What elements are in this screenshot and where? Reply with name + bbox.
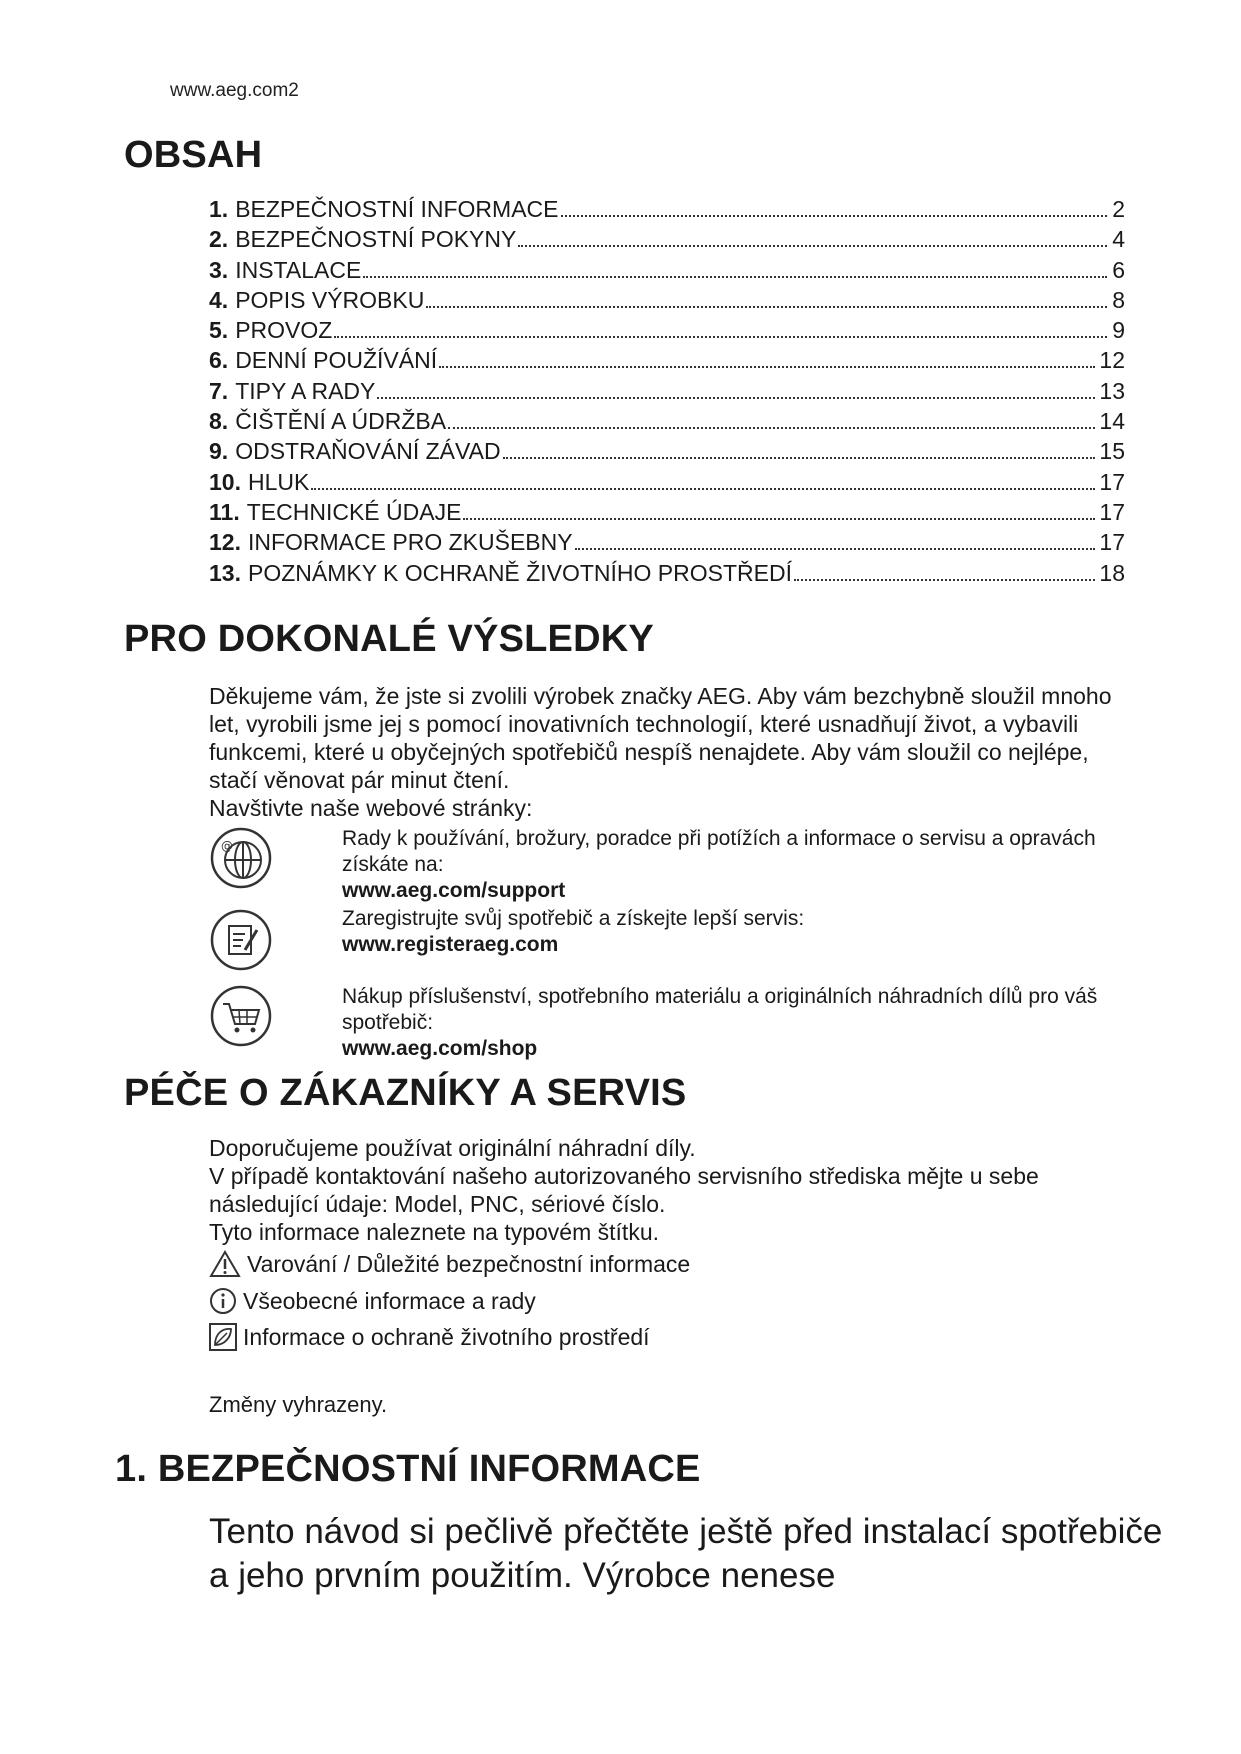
shop-url[interactable]: www.aeg.com/shop <box>342 1037 538 1060</box>
toc-item-number: 7. <box>209 377 229 404</box>
safety-title: 1. BEZPEČNOSTNÍ INFORMACE <box>115 1448 701 1490</box>
toc-leader <box>794 579 1095 581</box>
toc-item-label: POZNÁMKY K OCHRANĚ ŽIVOTNÍHO PROSTŘEDÍ <box>247 559 792 586</box>
toc-item-number: 1. <box>209 196 229 222</box>
toc-item-number: 2. <box>209 226 229 253</box>
svg-text:@: @ <box>221 839 233 853</box>
service-line: Doporučujeme používat originální náhradní díly. <box>209 1135 696 1161</box>
toc-item-label: INSTALACE <box>235 256 362 283</box>
changes-note: Změny vyhrazeny. <box>209 1392 388 1417</box>
register-link-text <box>342 906 1142 958</box>
toc-item-page: 8 <box>1112 286 1125 313</box>
legend-environment <box>209 1323 650 1351</box>
toc-leader <box>377 397 1095 399</box>
toc-item-page: 2 <box>1112 196 1125 222</box>
leaf-icon <box>209 1323 237 1351</box>
toc-item-label: INFORMACE PRO ZKUŠEBNY <box>247 529 573 556</box>
shop-description: Nákup příslušenství, spotřebního materiálu a originálních náhradních dílů pro váš spotřebič: <box>342 985 1098 1034</box>
toc-item-number: 5. <box>209 317 229 344</box>
toc-item[interactable] <box>209 469 1125 499</box>
warning-icon <box>209 1250 241 1278</box>
legend-label: Všeobecné informace a rady <box>243 1287 536 1314</box>
toc-item-page: 6 <box>1112 256 1125 283</box>
toc-item-label: BEZPEČNOSTNÍ INFORMACE <box>235 196 559 222</box>
toc-item[interactable] <box>209 347 1125 377</box>
service-line: V případě kontaktování našeho autorizovaného servisního střediska mějte u sebe následující údaje: Model, PNC, sériové číslo. <box>209 1163 1039 1217</box>
legend-warning <box>209 1250 690 1278</box>
support-link-row <box>209 826 1096 902</box>
toc-item[interactable] <box>209 438 1125 468</box>
toc-leader <box>575 548 1096 550</box>
toc-item[interactable] <box>209 560 1125 590</box>
toc-item[interactable] <box>209 529 1125 559</box>
toc-item[interactable] <box>209 317 1125 347</box>
legend-info <box>209 1287 536 1315</box>
visit-label: Navštivte naše webové stránky: <box>209 795 533 821</box>
table-of-contents <box>209 196 1125 590</box>
legend-label: Informace o ochraně životního prostředí <box>243 1323 650 1350</box>
toc-item-page: 4 <box>1112 226 1125 253</box>
intro-paragraph: Děkujeme vám, že jste si zvolili výrobek značky AEG. Aby vám bezchybně sloužil mnoho let, vyrobili jsme jej s pomocí inovativních technologií, které usnadňují život, a vybavili funkcemi, které u obyčejných spotřebičů nespíš nenajdete. Aby vám sloužil co nejlépe, stačí věnovat pár minut čtení. <box>209 683 1112 793</box>
toc-item-number: 4. <box>209 286 229 313</box>
info-icon <box>209 1287 237 1315</box>
globe-icon <box>209 826 273 890</box>
toc-item[interactable] <box>209 226 1125 256</box>
toc-item[interactable] <box>209 257 1125 287</box>
toc-item[interactable] <box>209 287 1125 317</box>
cart-icon <box>209 984 273 1048</box>
register-icon <box>209 908 273 972</box>
toc-leader <box>363 276 1107 278</box>
toc-leader <box>561 215 1108 217</box>
toc-leader <box>334 336 1107 338</box>
shop-link-row <box>209 984 1098 1060</box>
toc-item-page: 17 <box>1099 529 1125 556</box>
safety-intro: Tento návod si pečlivě přečtěte ještě před instalací spotřebiče a jeho prvním použitím. Výrobce nenese <box>209 1512 1163 1595</box>
register-url[interactable]: www.registeraeg.com <box>342 933 559 956</box>
toc-item-page: 17 <box>1099 498 1125 525</box>
toc-item-number: 6. <box>209 347 229 374</box>
toc-item-label: POPIS VÝROBKU <box>235 286 425 313</box>
support-description: Rady k používání, brožury, poradce při potížích a informace o servisu a opravách získáte na: <box>342 827 1096 876</box>
service-title: PÉČE O ZÁKAZNÍKY A SERVIS <box>124 1072 687 1114</box>
toc-item-page: 14 <box>1099 408 1125 435</box>
header-url: www.aeg.com2 <box>170 80 299 101</box>
toc-item-number: 9. <box>209 438 229 465</box>
toc-item-label: HLUK <box>247 468 310 495</box>
toc-item[interactable] <box>209 378 1125 408</box>
toc-item-number: 11. <box>209 498 240 525</box>
toc-item-page: 9 <box>1112 317 1125 344</box>
toc-item-label: TIPY A RADY <box>235 377 376 404</box>
toc-item-page: 18 <box>1099 559 1125 586</box>
toc-item[interactable] <box>209 196 1125 226</box>
register-link-row <box>209 907 805 972</box>
toc-item-label: DENNÍ POUŽÍVÁNÍ <box>235 347 438 374</box>
toc-leader <box>439 366 1095 368</box>
toc-item-page: 12 <box>1099 347 1125 374</box>
support-link-text <box>342 826 1142 904</box>
toc-item-page: 17 <box>1099 468 1125 495</box>
service-text <box>209 1134 1129 1246</box>
toc-leader <box>311 488 1095 490</box>
toc-item-number: 3. <box>209 256 229 283</box>
service-line: Tyto informace naleznete na typovém štítku. <box>209 1219 660 1245</box>
toc-item-number: 13. <box>209 559 241 586</box>
toc-item-number: 10. <box>209 468 241 495</box>
toc-item-number: 8. <box>209 408 229 435</box>
toc-leader <box>463 518 1095 520</box>
toc-item[interactable] <box>209 408 1125 438</box>
toc-item-page: 15 <box>1099 438 1125 465</box>
toc-leader <box>448 427 1095 429</box>
support-url[interactable]: www.aeg.com/support <box>342 879 566 902</box>
toc-item-label: TECHNICKÉ ÚDAJE <box>246 498 462 525</box>
toc-leader <box>518 245 1107 247</box>
toc-leader <box>503 457 1096 459</box>
toc-item-label: PROVOZ <box>235 317 333 344</box>
toc-title: OBSAH <box>124 134 263 176</box>
legend-label: Varování / Důležité bezpečnostní informace <box>247 1250 691 1277</box>
shop-link-text <box>342 984 1142 1062</box>
register-description: Zaregistrujte svůj spotřebič a získejte lepší servis: <box>342 907 805 930</box>
toc-item-label: BEZPEČNOSTNÍ POKYNY <box>235 226 517 253</box>
results-title: PRO DOKONALÉ VÝSLEDKY <box>124 618 654 660</box>
toc-item-label: ČIŠTĚNÍ A ÚDRŽBA <box>235 408 447 435</box>
toc-leader <box>426 306 1107 308</box>
toc-item-label: ODSTRAŇOVÁNÍ ZÁVAD <box>235 438 501 465</box>
results-intro <box>209 682 1129 822</box>
toc-item-page: 13 <box>1099 377 1125 404</box>
toc-item[interactable] <box>209 499 1125 529</box>
toc-item-number: 12. <box>209 529 241 556</box>
